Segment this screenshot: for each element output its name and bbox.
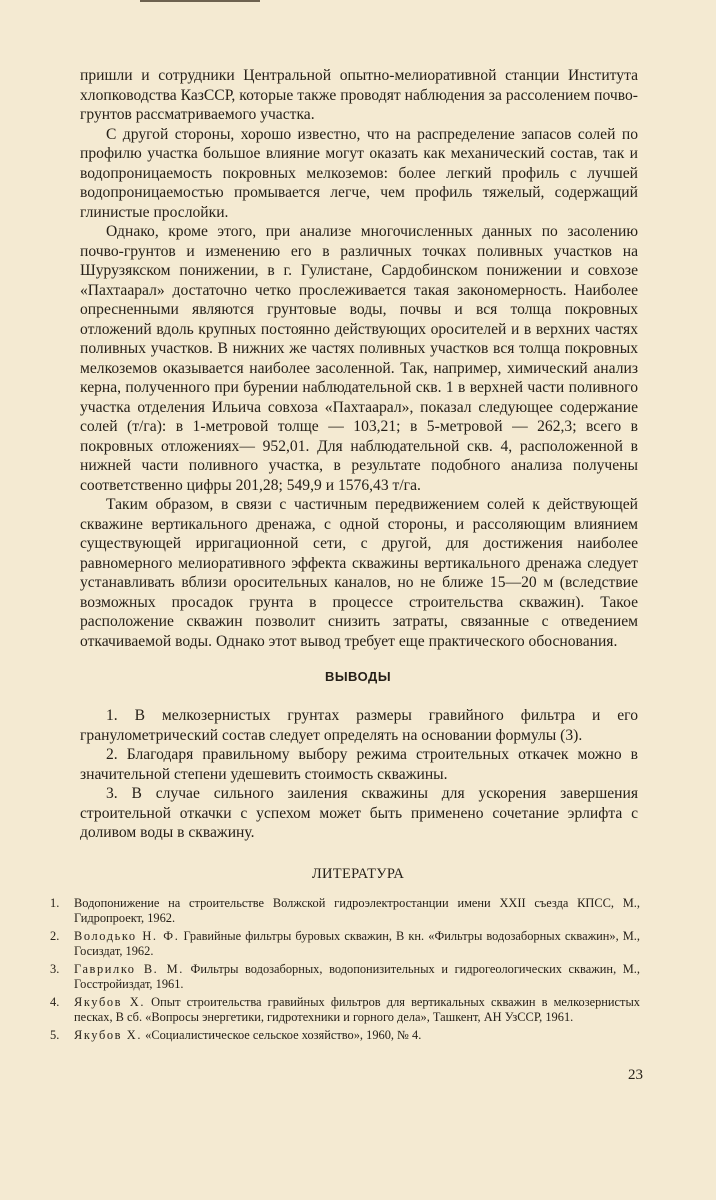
reference-author: Якубов Х.	[74, 995, 146, 1009]
reference-text	[74, 995, 640, 1025]
reference-text	[74, 896, 640, 926]
conclusion-item: 3. В случае сильного заиления скважины для ускорения завершения строительной откачки с успехом может быть применено сочетание эрлифта с доливом воды в скважину.	[80, 785, 638, 841]
reference-author: Володько Н. Ф.	[74, 929, 180, 943]
reference-number: 5.	[50, 1028, 60, 1042]
reference-body: Гравийные фильтры буровых скважин, В кн. «Фильтры водозаборных скважин», М., Госиздат, 1962.	[74, 929, 640, 958]
body-text	[80, 66, 638, 651]
reference-text	[74, 929, 640, 959]
reference-body: «Социалистическое сельское хозяйство», 1960, № 4.	[142, 1028, 422, 1042]
paragraph: Таким образом, в связи с частичным передвижением солей к действующей скважине вертикального дренажа, с одной стороны, и рассоляющим влиянием существующей ирригационной сети, с другой, для достижения наиболее равномерного мелиоративного эффекта скважины вертикального дренажа следует устанавливать вблизи оросительных каналов, но не ближе 15—20 м (вследствие возможных просадок грунта в процессе строительства скважин). Такое расположение скважин позволит снизить затраты, связанные с отведением откачиваемой воды. Однако этот вывод требует еще практического обоснования.	[80, 496, 638, 650]
reference-item	[50, 929, 640, 959]
paragraph: С другой стороны, хорошо известно, что на распределение запасов солей по профилю участка большое влияние могут оказать как механический состав, так и водопроницаемость покровных мелкоземов: более легкий профиль с лучшей водопроницаемостью промывается легче, чем профиль тяжелый, содержащий глинистые прослойки.	[80, 125, 638, 221]
reference-number: 3.	[50, 962, 60, 976]
paragraph: Однако, кроме этого, при анализе многочисленных данных по засолению почво-грунтов и изменению его в различных точках поливных участков на Шурузякском понижении, в г. Гулистане, Сардобинском понижении и совхозе «Пахтаарал» достаточно четко прослеживается такая закономерность. Наиболее опресненными являются грунтовые воды, почвы и вся толща покровных отложений вдоль крупных постоянно действующих оросителей и в верхних частях поливных участков. В нижних же частях поливных участков вся толща покровных мелкоземов оказывается наиболее засоленной. Так, например, химический анализ керна, полученного при бурении наблюдательной скв. 1 в верхней части поливного участка отделения Ильича совхоза «Пахтаарал», показал следующее содержание солей (т/га): в 1-метровой толще — 103,21; в 5-метровой — 262,3; всего в покровных отложениях— 952,01. Для наблюдательной скв. 4, расположенной в нижней части поливного участка, в результате подобного анализа получены соответственно цифры 201,28; 549,9 и 1576,43 т/га.	[80, 223, 638, 494]
reference-author: Гаврилко В. М.	[74, 962, 184, 976]
reference-text	[74, 962, 640, 992]
references-list	[50, 896, 640, 1046]
reference-body: Водопонижение на строительстве Волжской гидроэлектростанции имени XXII съезда КПСС, М., Гидропроект, 1962.	[74, 896, 640, 925]
conclusions-heading: ВЫВОДЫ	[324, 669, 392, 684]
reference-number: 2.	[50, 929, 60, 943]
literature-heading: ЛИТЕРАТУРА	[311, 866, 405, 882]
reference-number: 4.	[50, 995, 60, 1009]
reference-number: 1.	[50, 896, 60, 910]
conclusions-list	[80, 706, 638, 843]
page-number: 23	[628, 1067, 643, 1083]
conclusion-item: 2. Благодаря правильному выбору режима строительных откачек можно в значительной степени удешевить стоимость скважины.	[80, 746, 638, 783]
reference-body: Фильтры водозаборных, водопонизительных и гидрогеологических скважин, М., Госстройиздат, 1961.	[74, 962, 640, 991]
conclusion-item: 1. В мелкозернистых грунтах размеры гравийного фильтра и его гранулометрический состав следует определять на основании формулы (3).	[80, 707, 638, 744]
reference-body: Опыт строительства гравийных фильтров для вертикальных скважин в мелкозернистых песках, В сб. «Вопросы энергетики, гидротехники и горного дела», Ташкент, АН УзССР, 1961.	[74, 995, 640, 1024]
reference-item	[50, 1028, 640, 1043]
paragraph: пришли и сотрудники Центральной опытно-мелиоративной станции Института хлопководства КазССР, которые также проводят наблюдения за рассолением почво-грунтов рассматриваемого участка.	[80, 67, 638, 123]
reference-item	[50, 962, 640, 992]
reference-author: Якубов Х.	[74, 1028, 143, 1042]
reference-text	[74, 1028, 640, 1043]
scan-edge-line	[140, 0, 260, 2]
reference-item	[50, 896, 640, 926]
reference-item	[50, 995, 640, 1025]
